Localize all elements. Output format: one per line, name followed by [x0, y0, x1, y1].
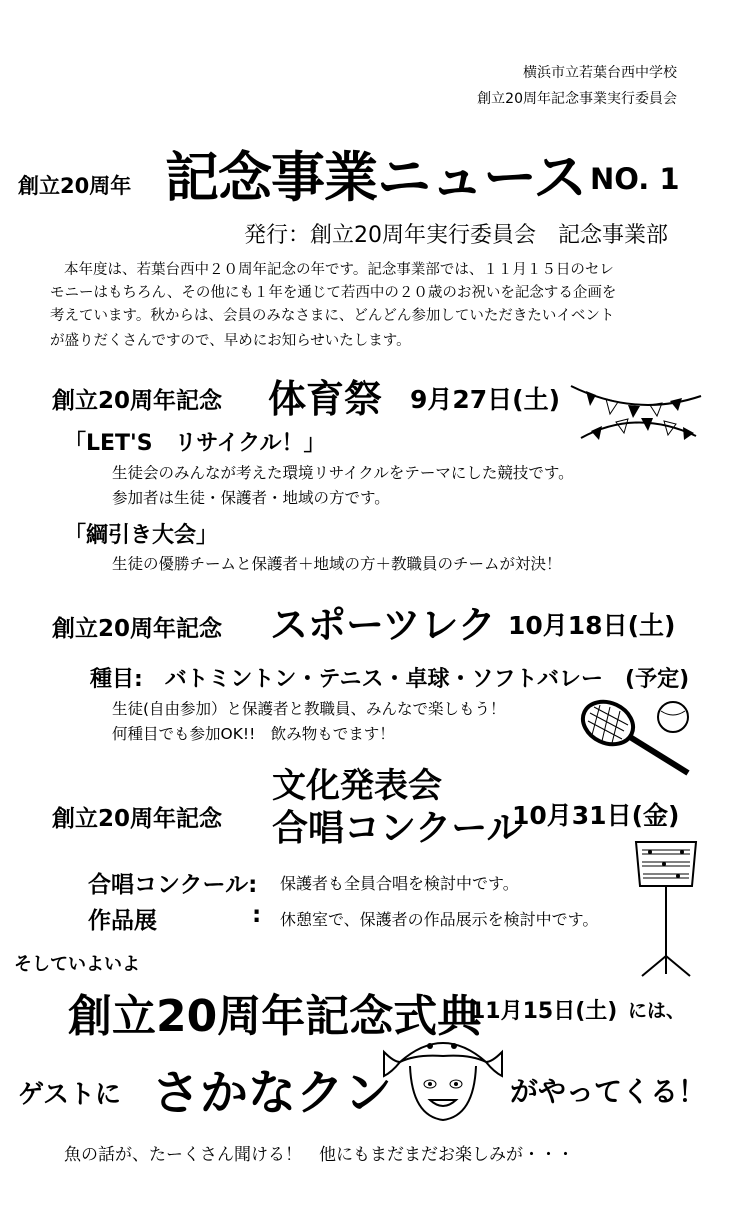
- school-name: 横浜市立若葉台西中学校: [523, 65, 677, 81]
- ceremony-lead: そしていよいよ: [14, 954, 140, 975]
- ceremony-particle: には、: [628, 1000, 686, 1022]
- chorus-text: 保護者も全員合唱を検討中です。: [280, 874, 519, 893]
- sports-rec-prefix: 創立20周年記念: [52, 616, 223, 642]
- issue-number: NO. 1: [590, 162, 680, 196]
- recycle-event-title: 「LET'S リサイクル！」: [64, 431, 326, 456]
- masthead-prefix: 創立20周年: [18, 174, 132, 198]
- sports-festival-prefix: 創立20周年記念: [52, 388, 223, 414]
- guest-name: さかなクン: [152, 1065, 393, 1121]
- intro-line-3: 考えています。秋からは、会員のみなさまに、どんどん参加していただきたいイベント: [50, 308, 615, 324]
- bunting-flags-icon: [566, 378, 706, 450]
- culture-date: 10月31日(金): [512, 801, 680, 830]
- sports-rec-title: スポーツレク: [270, 603, 496, 647]
- intro-line-1: 本年度は、若葉台西中２０周年記念の年です。記念事業部では、１１月１５日のセレ: [64, 262, 614, 278]
- chorus-label: 合唱コンクール:: [88, 872, 258, 898]
- exhibition-colon: :: [252, 902, 262, 928]
- sports-festival-date: 9月27日(土): [410, 385, 561, 414]
- tug-of-war-line: 生徒の優勝チームと保護者＋地域の方＋教職員のチームが対決！: [112, 555, 562, 573]
- culture-title-1: 文化発表会: [272, 766, 442, 806]
- intro-line-4: が盛りだくさんですので、早めにお知らせいたします。: [50, 333, 411, 349]
- exhibition-label: 作品展: [88, 908, 157, 934]
- sports-festival-title: 体育祭: [268, 377, 383, 421]
- culture-prefix: 創立20周年記念: [52, 806, 223, 832]
- exhibition-text: 休憩室で、保護者の作品展示を検討中です。: [280, 910, 599, 929]
- recycle-event-line-2: 参加者は生徒・保護者・地域の方です。: [112, 489, 390, 507]
- committee-name: 創立20周年記念事業実行委員会: [477, 91, 677, 107]
- sports-rec-line-2: 何種目でも参加OK!! 飲み物もでます！: [112, 725, 395, 743]
- guest-prefix: ゲストに: [18, 1080, 121, 1110]
- masthead-title: 記念事業ニュース: [165, 146, 587, 209]
- ceremony-title: 創立20周年記念式典: [68, 991, 482, 1042]
- intro-line-2: モニーはもちろん、その他にも１年を通じて若西中の２０歳のお祝いを記念する企画を: [50, 285, 617, 301]
- recycle-event-line-1: 生徒会のみんなが考えた環境リサイクルをテーマにした競技です。: [112, 464, 574, 482]
- sports-rec-date: 10月18日(土): [508, 611, 676, 640]
- sakana-kun-face-icon: [380, 1032, 506, 1132]
- publisher: 発行：創立20周年実行委員会 記念事業部: [244, 223, 668, 248]
- sports-rec-line-1: 生徒(自由参加）と保護者と教職員、みんなで楽しもう！: [112, 700, 506, 718]
- tennis-racket-icon: [578, 695, 698, 785]
- culture-title-2: 合唱コンクール: [272, 808, 523, 849]
- ceremony-date: 11月15日(土): [470, 999, 618, 1024]
- closing-line: 魚の話が、たーくさん聞ける！ 他にもまだまだお楽しみが・・・: [64, 1145, 574, 1165]
- sports-rec-events: 種目: バトミントン・テニス・卓球・ソフトバレー (予定): [90, 667, 690, 692]
- guest-suffix: がやってくる！: [510, 1075, 707, 1108]
- tug-of-war-title: 「綱引き大会」: [64, 523, 219, 548]
- music-stand-icon: [630, 838, 704, 980]
